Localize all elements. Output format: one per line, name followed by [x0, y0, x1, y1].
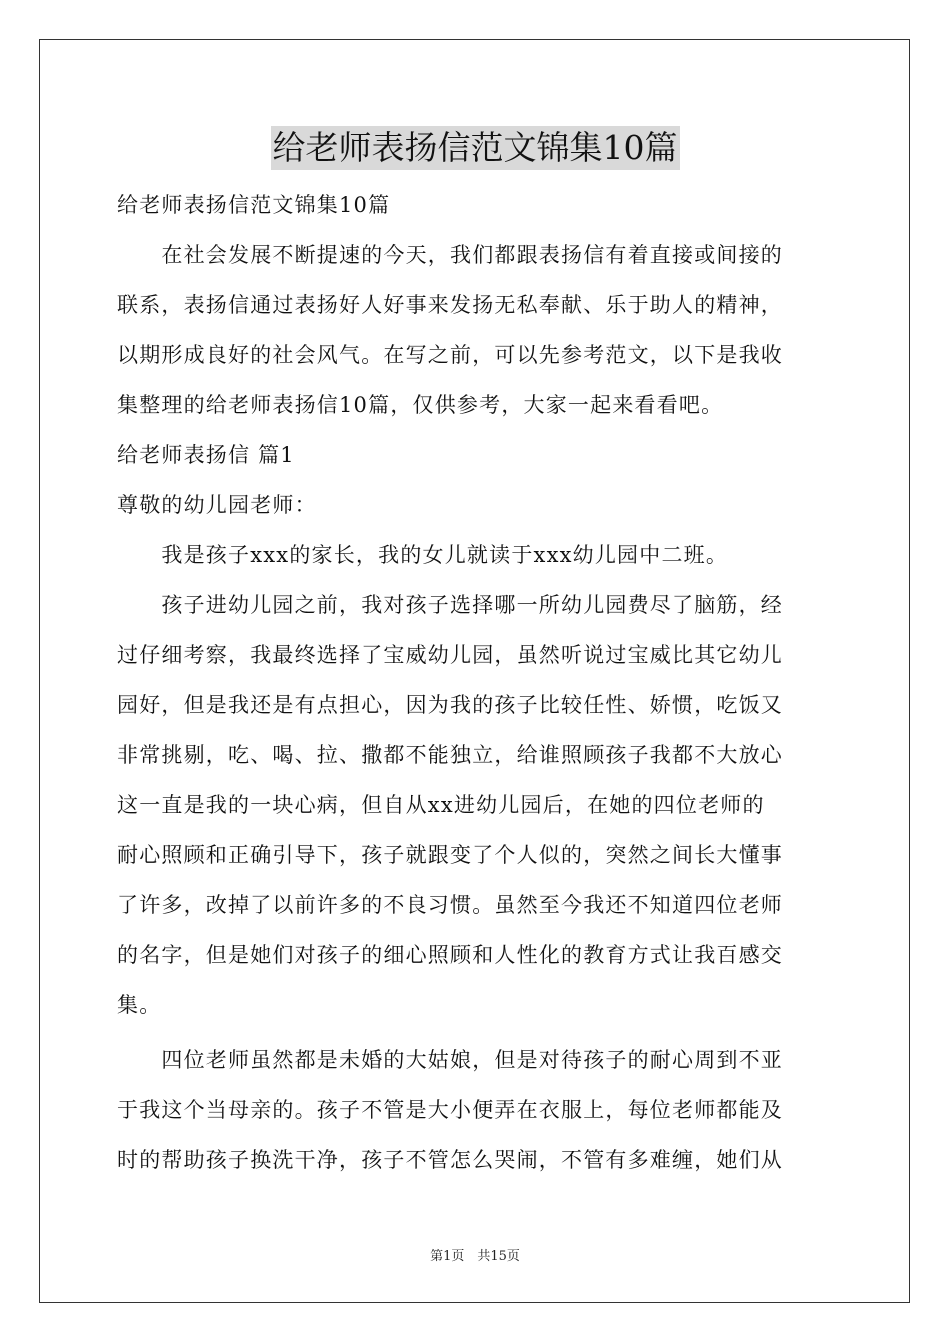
document-body [117, 180, 834, 1185]
text-line: 时的帮助孩子换洗干净，孩子不管怎么哭闹，不管有多难缠，她们从 [117, 1148, 783, 1172]
text-line: 集。 [117, 993, 162, 1017]
text-line: 园好，但是我还是有点担心，因为我的孩子比较任性、娇惯，吃饭又 [117, 693, 783, 717]
text-line: 这一直是我的一块心病，但自从xx进幼儿园后，在她的四位老师的 [117, 793, 765, 817]
text-line: 联系，表扬信通过表扬好人好事来发扬无私奉献、乐于助人的精神， [117, 293, 783, 317]
text-line: 的名字，但是她们对孩子的细心照顾和人性化的教育方式让我百感交 [117, 943, 783, 967]
text-line: 于我这个当母亲的。孩子不管是大小便弄在衣服上，每位老师都能及 [117, 1098, 783, 1122]
page-footer [0, 1249, 950, 1265]
text-line: 过仔细考察，我最终选择了宝威幼儿园，虽然听说过宝威比其它幼儿 [117, 643, 783, 667]
text-line: 在社会发展不断提速的今天，我们都跟表扬信有着直接或间接的 [117, 243, 783, 267]
salutation: 尊敬的幼儿园老师： [117, 493, 317, 517]
page-number: 第1页 共15页 [430, 1249, 520, 1264]
subtitle-line: 给老师表扬信范文锦集10篇 [117, 193, 391, 217]
text-line: 集整理的给老师表扬信10篇，仅供参考，大家一起来看看吧。 [117, 393, 724, 417]
text-line: 耐心照顾和正确引导下，孩子就跟变了个人似的，突然之间长大懂事 [117, 843, 783, 867]
text-line: 了许多，改掉了以前许多的不良习惯。虽然至今我还不知道四位老师 [117, 893, 783, 917]
text-line: 我是孩子xxx的家长，我的女儿就读于xxx幼儿园中二班。 [117, 543, 729, 567]
document-title: 给老师表扬信范文锦集10篇 [271, 126, 680, 170]
text-line: 非常挑剔，吃、喝、拉、撒都不能独立，给谁照顾孩子我都不大放心 [117, 743, 783, 767]
text-line: 四位老师虽然都是未婚的大姑娘，但是对待孩子的耐心周到不亚 [117, 1048, 783, 1072]
title-container [0, 126, 950, 170]
section-heading: 给老师表扬信 篇1 [117, 443, 295, 467]
text-line: 孩子进幼儿园之前，我对孩子选择哪一所幼儿园费尽了脑筋，经 [117, 593, 783, 617]
text-line: 以期形成良好的社会风气。在写之前，可以先参考范文，以下是我收 [117, 343, 783, 367]
